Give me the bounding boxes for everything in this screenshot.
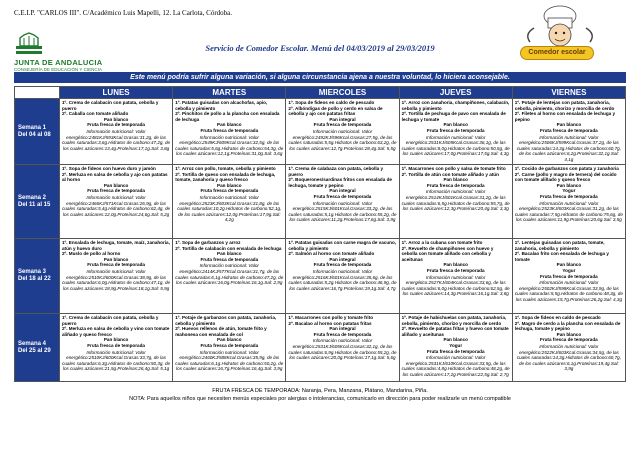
week-label xyxy=(15,98,59,164)
day-header: LUNES xyxy=(59,87,172,98)
dish: 2º. Revuelto de champiñones con huevo y cebolla con tomate aliñado con cebolla y aceitunas xyxy=(401,245,494,262)
dish: 1º. Crema de calabacín con patata, cebolla y puerro xyxy=(62,315,159,326)
dish: 2º. Tortilla de atún con tomate aliñado y atún xyxy=(401,171,499,177)
side-item: Pan blanco xyxy=(556,262,582,268)
junta-logo xyxy=(14,30,120,78)
side-item: Pan integral xyxy=(329,256,356,262)
nutrition-info: Información nutricional: Valor energético:2481KJ/593Kcal.Grasas:31,2g, de las cuales saturadas:3,6g.Hidratos de carbono:47,2g, de los cuales azúcares:13,4g.Proteínas:17,1g.Sal: 3,8g xyxy=(62,128,171,151)
nutrition-info: Información nutricional: Valor energético:2466KJ/571Kcal.Grasas:26,9g, de las cuales saturadas:5,4g.Hidratos de carbono:62,4g, de los cuales azúcares:12,0g.Proteínas:24,6g.Sal: 5,2g xyxy=(62,194,171,217)
side-item: Fruta fresca de temporada xyxy=(540,193,598,199)
dish: 1º. Sopa de fideos con huevo duro y jamón xyxy=(62,166,156,171)
dish: 1º. Arroz con pollo, tomate, cebolla y pimiento xyxy=(175,166,276,171)
nutrition-info: Información nutricional: Valor energético:2414KJ/577Kcal.Grasas:31,7g, de las cuales saturadas:6,1g.Hidratos de carbono:47,2g, de los cuales azúcares:16,0g.Proteínas:16,1g.Sal: 2,9g xyxy=(175,263,284,286)
dish: 2º. Merluza en salsa de cebolla y ajo con patatas al horno xyxy=(62,171,168,183)
side-item: Pan blanco xyxy=(103,337,129,343)
nutrition-info: Información nutricional: Valor energético:2527KJ/604Kcal.Grasas:33,6g, de las cuales saturadas:6,0g.Hidratos de carbono:62,5g, de los cuales azúcares:14,3g.Proteínas:16,1g.Sal: 3,8g xyxy=(401,274,510,297)
side-item: Yogur xyxy=(562,188,576,194)
week-dates: Del 25 al 29 xyxy=(18,347,51,354)
nutrition-info: Información nutricional: Valor energético:2531KJ/605Kcal.Grasas:36,1g, de las cuales saturadas:8,0g.Hidratos de carbono:50,5g, de los cuales azúcares:17,0g.Proteínas:17,5g.Sal: 4,3g xyxy=(401,134,510,157)
footer-fruit: FRUTA FRESCA DE TEMPORADA: Naranja, Pera, Manzana, Plátano, Mandarina, Piña. xyxy=(212,388,428,394)
menu-cell xyxy=(512,164,625,238)
week-number: Semana 3 xyxy=(18,269,47,275)
dish: 1º. Arroz a la cubana con tomate frito xyxy=(401,240,483,245)
menu-cell xyxy=(59,98,172,164)
dish: 1º. Sopa de garbanzos y arroz xyxy=(175,240,241,245)
dish: 2º. Carne (pollo y magro de ternera) del cocido con tomate aliñado y queso fresco xyxy=(514,171,617,183)
nutrition-info: Información nutricional: Valor energético:2522KJ/603Kcal.Grasas:34,5g, de las cuales saturadas:14,3g.Hidratos de carbono:60,7g, de los cuales azúcares:6,1g.Proteínas:19,4g.Sal: 3,9g xyxy=(516,343,621,372)
chef-icon xyxy=(520,4,628,48)
menu-cell xyxy=(285,164,398,238)
menu-cell xyxy=(512,313,625,381)
dish: 2º. Magro de cerdo a la plancha con ensalada de lechuga, tomate y pepino xyxy=(514,320,621,332)
week-dates: Del 04 al 08 xyxy=(18,131,51,138)
dish: 1º. Potaje de habichuelas con patata, zanahoria, cebolla, pimiento, chorizo y morcilla de cerdo xyxy=(401,315,507,326)
menu-cell xyxy=(512,98,625,164)
side-item: Pan blanco xyxy=(217,122,242,128)
nutrition-info: Información nutricional: Valor energético:2531KJ/610Kcal.Grasas:33,5g, de las cuales saturadas:4,8g.Hidratos de carbono:48,2g, de los cuales azúcares:17,2g.Proteínas:22,5g.Sal: 2,7g xyxy=(401,355,510,377)
page-title: Servicio de Comedor Escolar. Menú del 04/03/2019 al 29/03/2019 xyxy=(205,43,435,53)
day-header: JUEVES xyxy=(399,87,512,98)
side-item: Fruta fresca de temporada xyxy=(87,342,145,348)
menu-cell xyxy=(399,313,512,381)
menu-cell xyxy=(59,164,172,238)
side-item: Fruta fresca de temporada xyxy=(313,262,372,268)
nutrition-info: Información nutricional: Valor energético:2506KJ/599Kcal.Grasas:37,2g, de las cuales saturadas:14,3g.Hidratos de carbono:60,7g, de los cuales azúcares:6,2g.Proteínas:32,1g.Sal: 4,1g xyxy=(516,134,621,162)
side-item: Pan integral xyxy=(329,326,356,332)
nutrition-info: Información nutricional: Valor energético:2549KJ/609Kcal.Grasas:32,5g, de las cuales saturadas:5,6g.Hidratos de carbono:54,3g, de los cuales azúcares:12,1g.Proteínas:31,0g.Sal: 3,6g xyxy=(175,134,284,157)
side-item: Fruta fresca de temporada xyxy=(87,122,145,128)
side-item: Pan blanco xyxy=(556,122,582,128)
day-header: VIERNES xyxy=(512,87,625,98)
menu-table xyxy=(14,86,626,382)
nutrition-info: Información nutricional: Valor energético:2502KJ/598Kcal.Grasas:33,9g, de las cuales saturadas:5,5g.Hidratos de carbono:48,3g, de los cuales azúcares:15,7g.Proteínas:26,2g.Sal: 4,3g xyxy=(514,280,623,302)
menu-cell xyxy=(285,238,398,313)
nutrition-info: Información nutricional: Valor energético:2510KJ/600Kcal.Grasas:33,7g, de las cuales saturadas:6,3g.Hidratos de carbono:50,3g, de los cuales azúcares:21,5g.Proteínas:26,4g.Sal: 5,1g xyxy=(62,349,171,372)
side-item: Fruta fresca de temporada xyxy=(426,127,485,133)
menu-cell xyxy=(399,238,512,313)
menu-cell xyxy=(399,164,512,238)
side-item: Pan blanco xyxy=(556,331,582,337)
dish: 1º. Ensalada de lechuga, tomate, maíz, zanahoria, atún y huevo duro xyxy=(62,240,170,251)
dish: 2º. Muslo de pollo al horno xyxy=(62,251,121,257)
week-number: Semana 2 xyxy=(18,194,47,201)
nutrition-info: Información nutricional: Valor energético:2510KJ/600Kcal.Grasas:38,9g, de las cuales saturadas:6,0g.Hidratos de carbono:47,1g, de los cuales azúcares:18,9g.Proteínas:18,1g.Sal: 5,9g xyxy=(62,268,171,291)
side-item: Pan blanco xyxy=(217,337,242,343)
week-number: Semana 4 xyxy=(18,340,47,347)
menu-cell xyxy=(59,313,172,381)
menu-cell xyxy=(172,98,285,164)
side-item: Fruta fresca de temporada xyxy=(200,127,259,133)
dish: 1º. Sopa de fideos en caldo de pescado xyxy=(288,100,375,105)
side-item: Fruta fresca de temporada xyxy=(540,337,598,343)
dish: 1º. Crema de calabacín con patata, cebolla y puerro xyxy=(62,100,159,111)
dish: 1º. Arroz con zanahoria, champiñones, calabacín, cebolla y pimiento xyxy=(401,100,510,111)
side-item: Pan blanco xyxy=(443,337,468,343)
side-item: Fruta fresca de temporada xyxy=(540,127,598,133)
menu-cell xyxy=(172,164,285,238)
side-item: Pan integral xyxy=(329,188,356,194)
side-item: Pan blanco xyxy=(443,122,468,128)
side-item: Fruta fresca de temporada xyxy=(313,193,372,199)
day-header: MIERCOLES xyxy=(285,87,398,98)
menu-cell xyxy=(285,98,398,164)
menu-cell xyxy=(59,238,172,313)
nutrition-info: Información nutricional: Valor energético:2523KJ/603Kcal.Grasas:31,8g, de las cuales saturadas:10,2g.Hidratos de carbono:52,1g, de los cuales azúcares:12,0g.Proteínas:17,9g.Sal: 4,2g xyxy=(177,194,282,223)
side-item: Yogur xyxy=(562,267,576,273)
side-item: Fruta fresca de temporada xyxy=(426,348,485,354)
nutrition-info: Información nutricional: Valor energético:2460KJ/588Kcal.Grasas:35,9g, de las cuales saturadas:6,1g.Hidratos de carbono:50,2g, de los cuales azúcares:16,7g.Proteínas:16,4g.Sal: 3,9g xyxy=(175,349,284,372)
side-item: Pan blanco xyxy=(217,251,242,257)
side-item: Fruta fresca de temporada xyxy=(200,342,259,348)
side-item: Pan blanco xyxy=(443,262,468,268)
menu-cell xyxy=(172,238,285,313)
week-label xyxy=(15,313,59,381)
logo-subtitle: CONSEJERÍA DE EDUCACIÓN Y CIENCIA xyxy=(14,67,102,72)
nutrition-info: Información nutricional: Valor energético:2492KJ/596Kcal.Grasas:27,5g, de las cuales saturadas:5,5g.Hidratos de carbono:63,2g, de los cuales azúcares:12,7g.Proteínas:28,4g.Sal: 5,5g xyxy=(288,128,397,151)
menu-cell xyxy=(172,313,285,381)
side-item: Fruta fresca de temporada xyxy=(200,256,259,262)
menu-cell xyxy=(512,238,625,313)
week-dates: Del 18 al 22 xyxy=(18,276,51,282)
dish: 1º. Patatas guisadas con carne magra de vacuno, cebolla y pimiento xyxy=(288,240,397,251)
dish: 1º. Lentejas guisadas con patata, tomate, zanahoria, cebolla y pimiento xyxy=(514,240,605,251)
side-item: Fruta fresca de temporada xyxy=(87,262,145,268)
dish: 1º. Patatas guisadas con alcachofas, apio, cebolla y pimiento xyxy=(175,100,268,111)
side-item: Fruta fresca de temporada xyxy=(200,188,259,194)
logo-title: JUNTA DE ANDALUCIA xyxy=(14,58,103,67)
comedor-badge: Comedor escolar xyxy=(520,46,594,60)
dish: 2º. Tortilla de calabacín con ensalada de lechuga xyxy=(175,245,282,251)
side-item: Pan blanco xyxy=(443,177,468,183)
footer-note: NOTA: Para aquellos niños que necesiten menús especiales por alergias o intolerancias, comunicarlo en dirección para poder realizarle un menú compatible xyxy=(129,396,511,402)
dish: 2º. Caballa con tomate aliñado xyxy=(62,111,129,117)
dish: 2º. Revuelto de patatas fritas y huevo con tomate aliñado y aceitunas xyxy=(401,326,509,337)
dish: 2º. Tortilla de pechuga de pavo con ensalada de lechuga y tomate xyxy=(401,111,506,122)
side-item: Pan blanco xyxy=(103,116,129,122)
side-item: Fruta fresca de temporada xyxy=(313,331,372,337)
notice-bar: Este menú podría sufrir alguna variación, si alguna circunstancia ajena a nuestra voluntad, lo hiciera aconsejable. xyxy=(14,72,626,83)
side-item: Pan blanco xyxy=(103,182,129,188)
side-item: Fruta fresca de temporada xyxy=(313,122,372,128)
dish: 2º. Tortilla de queso con ensalada de lechuga, tomate, zanahoria y queso fresco xyxy=(175,171,276,183)
dish: 2º. Salmón al horno con tomate aliñado xyxy=(288,251,375,257)
menu-cell xyxy=(399,98,512,164)
side-item: Fruta fresca de temporada xyxy=(426,182,485,188)
corner-cell xyxy=(15,87,59,98)
nutrition-info: Información nutricional: Valor energético:2516KJ/601Kcal.Grasas:35,6g, de las cuales saturadas:5,2g.Hidratos de carbono:46,9g, de los cuales azúcares:16,7g.Proteínas:19,1g.Sal: 4,7g xyxy=(288,268,397,291)
day-header: MARTES xyxy=(172,87,285,98)
side-item: Fruta fresca de temporada xyxy=(426,267,485,273)
week-label xyxy=(15,238,59,313)
side-item: Pan blanco xyxy=(556,182,582,188)
nutrition-info: Información nutricional: Valor energético:2531KJ/605Kcal.Grasas:32,1g, de las cuales saturadas:6,9g.Hidratos de carbono:55,2g, de los cuales azúcares:20,0g.Proteínas:17,1g.Sal: 5,6g xyxy=(288,338,397,361)
dish: 1º. Sopa de fideos en caldo de pescado xyxy=(514,315,601,320)
side-item: Pan integral xyxy=(329,116,356,122)
side-item: Fruta fresca de temporada xyxy=(540,273,598,279)
dish: 1º. Cocido de garbanzos con patata y zanahoria xyxy=(514,166,619,171)
dish: 2º. Merluza en salsa de cebolla y vino con tomate aliñado y queso fresco xyxy=(62,326,170,337)
dish: 2º. Huevos rellenos de atún, tomate frito y mahonesa con ensalada de col xyxy=(175,326,267,337)
side-item: Pan blanco xyxy=(217,182,242,188)
week-label xyxy=(15,164,59,238)
dish: 1º. Potaje de lentejas con patata, zanahoria, cebolla, pimiento, chorizo y morcilla de cerdo xyxy=(514,100,615,111)
menu-cell xyxy=(285,313,398,381)
dish: 1º. Macarrones con pollo y tomate frito xyxy=(288,315,374,320)
nutrition-info: Información nutricional: Valor energético:2523KJ/603Kcal.Grasas:31,2g, de las cuales saturadas:7,5g.Hidratos de carbono:75,6g, de los cuales azúcares:11,9g.Proteínas:20,6g.Sal: 3,5g xyxy=(514,200,623,223)
dish: 2º. Boquerones/sardinas fritos con ensalada de lechuga, tomate y pepino xyxy=(288,177,392,188)
school-line: C.E.I.P. "CARLOS III". C/Académico Luis Mapelli, 12. La Carlota, Córdoba. xyxy=(14,9,233,17)
chef-illustration xyxy=(520,4,628,74)
side-item: Pan blanco xyxy=(103,256,129,262)
nutrition-info: Información nutricional: Valor energético:2514KJ/601Kcal.Grasas:31,2g, de las cuales saturadas:6,5g.Hidratos de carbono:55,7g, de los cuales azúcares:12,3g.Proteínas:20,4g.Sal: 3,3g xyxy=(401,189,510,212)
week-dates: Del 11 al 15 xyxy=(18,201,51,208)
dish: 1º. Crema de calabaza con patata, cebolla y puerro xyxy=(288,166,384,177)
dish: 1º. Potaje de garbanzos con patata, zanahoria, cebolla y pimiento xyxy=(175,315,277,326)
side-item: Fruta fresca de temporada xyxy=(87,188,145,194)
dish: 2º. Bacalao al horno con patatas fritas xyxy=(288,320,372,326)
week-number: Semana 1 xyxy=(18,124,47,131)
dish: 2º. Albóndigas de pollo y cerdo en salsa de cebolla y ajo con patatas fritas xyxy=(288,105,383,117)
dish: 2º. Bacalao frito con ensalada de lechuga y tomate xyxy=(514,251,609,262)
dish: 1º. Macarrones con pollo y salsa de tomate frito xyxy=(401,166,506,171)
dish: 2º. Pinchitos de pollo a la plancha con ensalada de lechuga xyxy=(175,111,280,122)
nutrition-info: Información nutricional: Valor energético:2515KJ/601Kcal.Grasas:33,2g, de las cuales saturadas:5,1g.Hidratos de carbono:55,2g, de los cuales azúcares:11,2g.Proteínas:17,6g.Sal: 3,9g xyxy=(288,200,397,223)
side-item: Yogur xyxy=(449,342,463,348)
dish: 2º. Filetes al horno con ensalada de lechuga y pepino xyxy=(514,111,616,122)
